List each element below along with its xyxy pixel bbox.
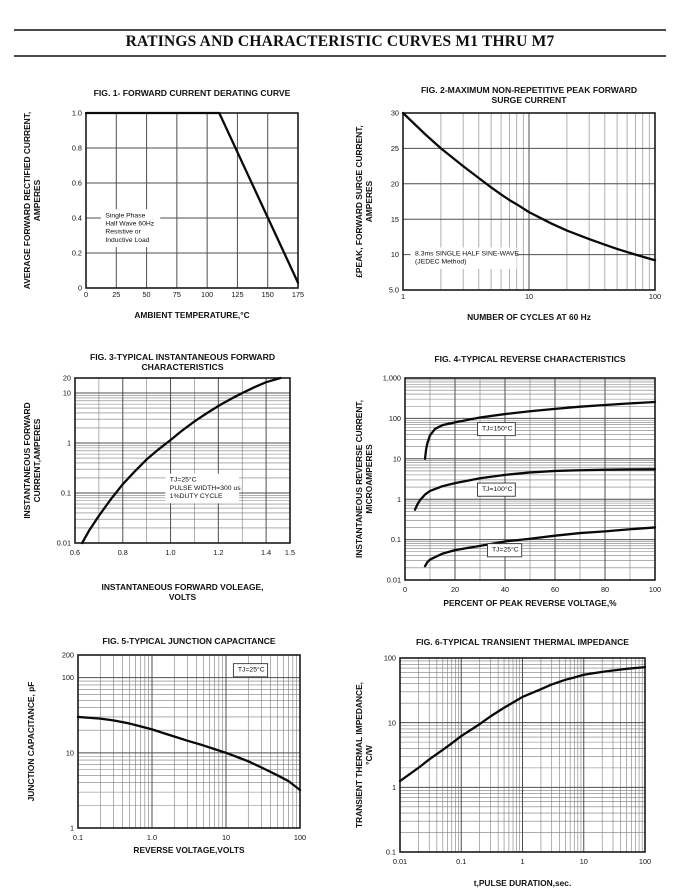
y-tick-label: 0.1	[385, 847, 396, 857]
fig1-title: FIG. 1- FORWARD CURRENT DERATING CURVE	[93, 88, 291, 98]
annotation-text: PULSE WIDTH=300 us	[169, 484, 241, 492]
fig3-y-axis-label: INSTANTANEOUS FORWARD	[22, 402, 32, 519]
x-tick-label: 0.1	[72, 833, 84, 842]
y-tick-label: 1	[391, 782, 396, 792]
x-tick-label: 100	[201, 290, 214, 299]
y-tick-label: 1	[396, 494, 401, 504]
x-tick-label: 1.0	[165, 548, 176, 557]
y-tick-label: 10	[62, 388, 71, 398]
header-rule-bottom	[14, 55, 666, 57]
fig6-y-axis-label: TRANSIENT THERMAL IMPEDANCE,	[354, 682, 364, 828]
x-tick-label: 1	[520, 857, 525, 866]
y-tick-label: 1.0	[71, 108, 82, 118]
fig3-x-axis-label: INSTANTANEOUS FORWARD VOLEAGE,	[101, 582, 264, 592]
fig3-title: CHARACTERISTICS	[141, 362, 224, 372]
fig1-x-axis-label: AMBIENT TEMPERATURE,°C	[134, 310, 250, 320]
x-tick-label: 100	[648, 292, 662, 301]
y-tick-label: 100	[383, 653, 396, 663]
fig2-y-axis-label: £PEAK, FORWARD SURGE CURRENT,	[354, 125, 364, 278]
annotation-text: Inductive Load	[105, 236, 150, 244]
y-tick-label: 10	[65, 748, 74, 758]
fig1-y-axis-label: AVERAGE FORWARD RECTIFIED CURRENT,	[22, 111, 32, 290]
annotation-text: TJ=100°C	[482, 486, 513, 494]
x-tick-label: 0.6	[69, 548, 81, 557]
x-tick-label: 0	[83, 290, 89, 299]
fig2-chart	[350, 82, 672, 342]
x-tick-label: 75	[172, 290, 181, 299]
x-tick-label: 100	[648, 585, 662, 594]
annotation-text: Single Phase	[105, 212, 146, 220]
fig2-x-axis-label: NUMBER OF CYCLES AT 60 Hz	[467, 312, 591, 322]
fig3-chart	[18, 350, 340, 612]
y-tick-label: 100	[61, 673, 74, 683]
x-tick-label: 20	[450, 585, 460, 594]
y-tick-label: 10	[392, 454, 401, 464]
x-tick-label: 0.8	[117, 548, 128, 557]
y-tick-label: 10	[387, 718, 396, 728]
y-tick-label: 20	[390, 179, 399, 189]
fig4-chart	[350, 350, 672, 612]
annotation-text: 1%DUTY CYCLE	[169, 493, 223, 501]
y-tick-label: 0.01	[56, 538, 71, 548]
fig6-y-axis-label: °C/W	[364, 745, 374, 765]
fig4-x-axis-label: PERCENT OF PEAK REVERSE VOLTAGE,%	[443, 598, 617, 608]
curve-derating	[86, 113, 298, 283]
y-tick-label: 200	[61, 650, 74, 660]
y-tick-label: 0.2	[71, 248, 82, 258]
fig5-chart	[18, 632, 340, 884]
x-tick-label: 100	[638, 857, 652, 866]
y-tick-label: 10	[390, 250, 399, 260]
fig5-y-axis-label: JUNCTION CAPACITANCE, pF	[26, 681, 36, 802]
fig6-x-axis-label: t,PULSE DURATION,sec.	[473, 878, 572, 888]
x-tick-label: 10	[579, 857, 588, 866]
y-tick-label: 25	[390, 144, 399, 153]
x-tick-label: 1.2	[213, 548, 224, 557]
y-tick-label: 0.4	[71, 213, 82, 223]
curve-tj100	[415, 469, 655, 509]
fig5-title: FIG. 5-TYPICAL JUNCTION CAPACITANCE	[102, 636, 276, 646]
x-tick-label: 100	[293, 833, 307, 842]
plot-border	[86, 113, 298, 288]
y-tick-label: 0.01	[386, 575, 401, 585]
annotation-text: Half Wave 60Hz	[105, 220, 155, 228]
y-tick-label: 0	[77, 283, 82, 293]
y-tick-label: 0.1	[390, 535, 401, 545]
annotation-text: 8.3ms SINGLE HALF SINE-WAVE	[415, 250, 519, 258]
x-tick-label: 1.5	[284, 548, 296, 557]
curve-tj25	[425, 527, 655, 566]
fig3-y-axis-label: CURRENT,AMPERES	[32, 418, 42, 503]
y-tick-label: 1	[69, 823, 74, 833]
fig3-x-axis-label: VOLTS	[168, 592, 197, 602]
x-tick-label: 80	[600, 585, 610, 594]
x-tick-label: 0	[402, 585, 408, 594]
x-tick-label: 40	[500, 585, 510, 594]
y-tick-label: 30	[390, 108, 399, 118]
x-tick-label: 25	[112, 290, 121, 299]
y-tick-label: 100	[388, 414, 401, 423]
x-tick-label: 1	[400, 292, 406, 301]
curve-capacitance	[78, 717, 300, 790]
annotation-text: TJ=25°C	[169, 476, 197, 484]
fig4-y-axis-label: INSTANTANEOUS REVERSE CURRENT,	[354, 400, 364, 558]
annotation-text: Resistive or	[105, 228, 141, 236]
annotation-text: TJ=25°C	[492, 546, 519, 554]
fig2-title: SURGE CURRENT	[491, 95, 567, 105]
x-tick-label: 50	[142, 290, 151, 299]
y-tick-label: 1,000	[382, 373, 401, 383]
y-tick-label: 0.6	[71, 178, 82, 188]
x-tick-label: 0.1	[456, 857, 467, 866]
x-tick-label: 175	[291, 290, 305, 299]
annotation-text: (JEDEC Method)	[415, 258, 467, 266]
fig4-y-axis-label: MICROAMPERES	[364, 444, 374, 514]
x-tick-label: 1.0	[146, 833, 158, 842]
y-tick-label: 20	[62, 373, 71, 383]
fig2-y-axis-label: AMPERES	[364, 180, 374, 223]
x-tick-label: 10	[524, 292, 534, 301]
x-tick-label: 0.01	[392, 857, 408, 866]
plot-border	[75, 378, 290, 543]
y-tick-label: 1	[66, 438, 71, 448]
fig2-title: FIG. 2-MAXIMUM NON-REPETITIVE PEAK FORWARD	[420, 85, 638, 95]
curve-forward	[82, 378, 280, 543]
annotation-text: TJ=25°C	[237, 666, 265, 674]
fig3-title: FIG. 3-TYPICAL INSTANTANEOUS FORWARD	[89, 352, 276, 362]
fig1-y-axis-label: AMPERES	[32, 179, 42, 222]
y-tick-label: 0.8	[71, 143, 82, 153]
fig6-chart	[350, 632, 672, 891]
y-tick-label: 0.1	[60, 488, 71, 498]
y-tick-label: 5.0	[388, 285, 399, 295]
fig1-chart	[18, 82, 340, 342]
x-tick-label: 1.4	[261, 548, 272, 557]
y-tick-label: 15	[390, 214, 399, 224]
x-tick-label: 60	[550, 585, 560, 594]
annotation-text: TJ=150°C	[482, 425, 513, 433]
x-tick-label: 125	[231, 290, 244, 299]
page-title: RATINGS AND CHARACTERISTIC CURVES M1 THRU M7	[125, 33, 555, 50]
header-rule-top	[14, 29, 666, 31]
x-tick-label: 150	[261, 290, 274, 299]
x-tick-label: 10	[221, 833, 231, 842]
fig4-title: FIG. 4-TYPICAL REVERSE CHARACTERISTICS	[434, 354, 626, 364]
fig6-title: FIG. 6-TYPICAL TRANSIENT THERMAL IMPEDANCE	[415, 637, 630, 647]
fig5-x-axis-label: REVERSE VOLTAGE,VOLTS	[133, 845, 245, 855]
